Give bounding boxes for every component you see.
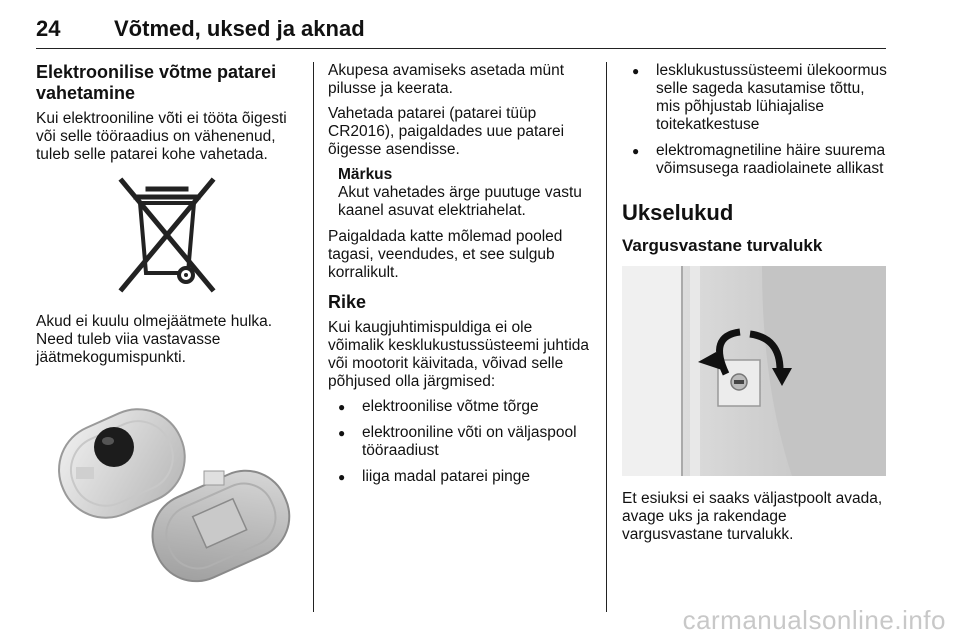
fault-causes-list <box>328 398 592 486</box>
list-item: ● elektroonilise võtme tõrge <box>328 398 592 416</box>
watermark-text: carmanualsonline.info <box>682 605 946 635</box>
column-3 <box>622 62 888 551</box>
door-lock-photo <box>622 266 886 476</box>
paragraph-replace-battery: Vahetada patarei (patarei tüüp CR2016), paigaldades uue patarei õigesse asendisse. <box>328 105 565 158</box>
fault-causes-list-continued <box>622 62 888 178</box>
note-box <box>338 166 592 220</box>
paragraph-open-compartment: Akupesa avamiseks asetada münt pilusse ja keerata. <box>328 62 565 97</box>
paragraph-battery-intro: Kui elektrooniline võti ei tööta õigesti või selle tööraadius on vähenenud, tuleb selle patarei kohe vahetada. <box>36 110 287 163</box>
paragraph-reassemble: Paigaldada katte mõlemad pooled tagasi, veendudes, et see sulgub korralikult. <box>328 228 563 281</box>
column-1 <box>36 62 298 583</box>
note-title: Märkus <box>338 166 393 183</box>
column-divider-1 <box>313 62 314 612</box>
subsection-heading-child-lock: Vargusvastane turvalukk <box>622 236 823 255</box>
list-item: ● elektromagnetiline häire suurema võimsusega raadiolainete allikast <box>622 142 888 178</box>
section-heading-door-locks: Ukselukud <box>622 200 734 225</box>
section-heading-battery: Elektroonilise võtme patarei vahetamine <box>36 62 277 103</box>
column-divider-2 <box>606 62 607 612</box>
page-number: 24 <box>36 16 61 41</box>
note-text: Akut vahetades ärge puutuge vastu kaanel asuvat elektriahelat. <box>338 184 582 219</box>
list-item: ● elektrooniline võti on väljaspool tööraadiust <box>328 424 592 460</box>
section-heading-fault: Rike <box>328 292 367 312</box>
paragraph-battery-disposal: Akud ei kuulu olmejäätmete hulka. Need tuleb viia vastavasse jäätmekogumispunkti. <box>36 313 273 366</box>
crossed-bin-icon <box>36 171 298 303</box>
key-fob-illustration <box>36 385 298 583</box>
chapter-title: Võtmed, uksed ja aknad <box>114 16 365 41</box>
paragraph-child-lock: Et esiuksi ei saaks väljastpoolt avada, avage uks ja rakendage vargusvastane turvalukk. <box>622 490 883 543</box>
column-2 <box>328 62 592 494</box>
list-item: ● liiga madal patarei pinge <box>328 468 592 486</box>
page-header <box>36 14 886 49</box>
paragraph-fault-intro: Kui kaugjuhtimispuldiga ei ole võimalik kesklukustussüsteemi juhtida või mootorit käivitada, võivad selle põhjused olla järgmised: <box>328 319 590 390</box>
list-item: ● lesklukustussüsteemi ülekoormus selle sageda kasutamise tõttu, mis põhjustab lühiajalise toitekatkestuse <box>622 62 888 134</box>
